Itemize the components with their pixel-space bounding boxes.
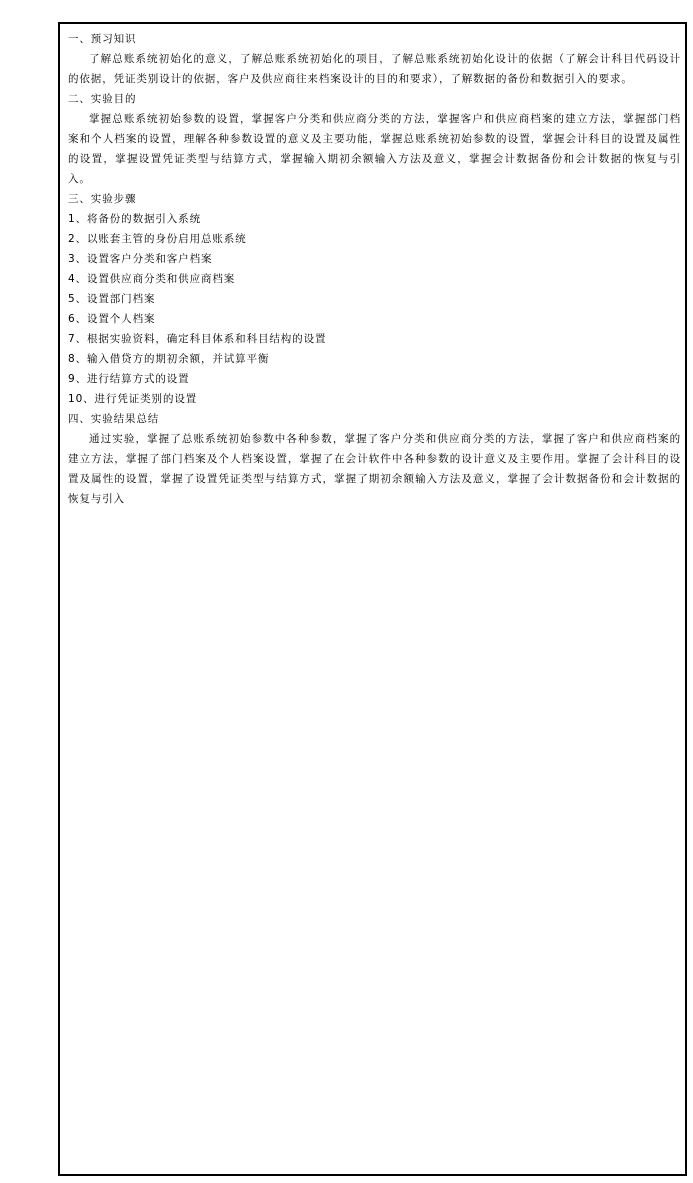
step-item: 7、根据实验资料，确定科目体系和科目结构的设置 xyxy=(68,333,327,345)
preview-paragraph: 了解总账系统初始化的意义，了解总账系统初始化的项目，了解总账系统初始化设计的依据（了解会计科目代码设计的依据，凭证类别设计的依据，客户及供应商往来档案设计的目的和要求），了解数据的备份和数据引入的要求。 xyxy=(68,53,681,85)
document-body xyxy=(68,29,681,509)
step-item: 9、进行结算方式的设置 xyxy=(68,373,190,385)
steps-list xyxy=(68,209,681,409)
purpose-paragraph: 掌握总账系统初始参数的设置，掌握客户分类和供应商分类的方法，掌握客户和供应商档案的建立方法，掌握部门档案和个人档案的设置，理解各种参数设置的意义及主要功能，掌握总账系统初始参数的设置，掌握会计科目的设置及属性的设置，掌握设置凭证类型与结算方式，掌握输入期初余额输入方法及意义，掌握会计数据备份和会计数据的恢复与引入。 xyxy=(68,113,681,185)
step-item: 6、设置个人档案 xyxy=(68,313,156,325)
step-item: 8、输入借贷方的期初余额，并试算平衡 xyxy=(68,353,270,365)
step-item: 5、设置部门档案 xyxy=(68,293,156,305)
steps-heading: 三、实验步骤 xyxy=(68,193,137,205)
step-item: 4、设置供应商分类和供应商档案 xyxy=(68,273,236,285)
summary-paragraph: 通过实验，掌握了总账系统初始参数中各种参数，掌握了客户分类和供应商分类的方法，掌握了客户和供应商档案的建立方法，掌握了部门档案及个人档案设置，掌握了在会计软件中各种参数的设计意义及主要作用。掌握了会计科目的设置及属性的设置，掌握了设置凭证类型与结算方式，掌握了期初余额输入方法及意义，掌握了会计数据备份和会计数据的恢复与引入 xyxy=(68,433,681,505)
step-item: 2、以账套主管的身份启用总账系统 xyxy=(68,233,247,245)
step-item: 3、设置客户分类和客户档案 xyxy=(68,253,213,265)
purpose-heading: 二、实验目的 xyxy=(68,93,137,105)
preview-heading: 一、预习知识 xyxy=(68,33,137,45)
summary-heading: 四、实验结果总结 xyxy=(68,413,160,425)
step-item: 10、进行凭证类别的设置 xyxy=(68,393,198,405)
step-item: 1、将备份的数据引入系统 xyxy=(68,213,201,225)
